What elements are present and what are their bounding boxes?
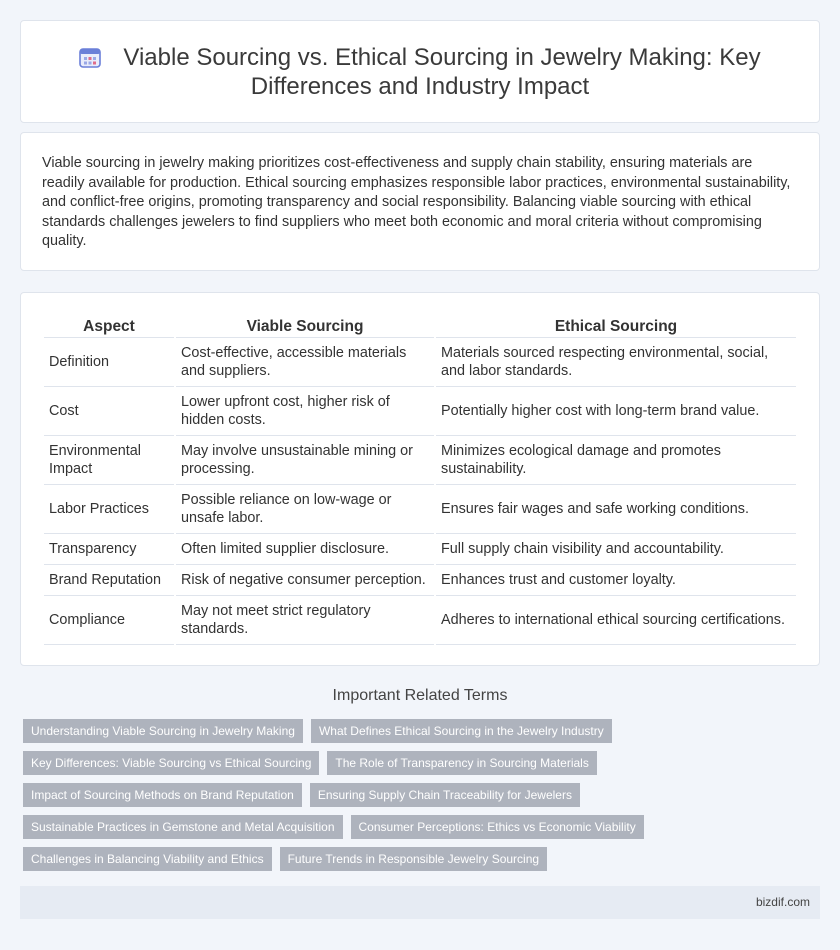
table-cell-ethical: Enhances trust and customer loyalty.	[436, 565, 796, 596]
table-cell-viable: Risk of negative consumer perception.	[176, 565, 434, 596]
related-tag[interactable]: Key Differences: Viable Sourcing vs Ethical Sourcing	[23, 751, 319, 775]
table-cell-viable: May not meet strict regulatory standards.	[176, 596, 434, 645]
table-cell-aspect: Brand Reputation	[44, 565, 174, 596]
related-tag[interactable]: Future Trends in Responsible Jewelry Sourcing	[280, 847, 547, 871]
related-tag[interactable]: Consumer Perceptions: Ethics vs Economic Viability	[351, 815, 644, 839]
table-cell-viable: May involve unsustainable mining or processing.	[176, 436, 434, 485]
table-cell-aspect: Transparency	[44, 534, 174, 565]
table-cell-ethical: Full supply chain visibility and accountability.	[436, 534, 796, 565]
table-cell-viable: Often limited supplier disclosure.	[176, 534, 434, 565]
related-tag[interactable]: Challenges in Balancing Viability and Ethics	[23, 847, 272, 871]
footer	[20, 886, 820, 919]
table-cell-ethical: Materials sourced respecting environmental, social, and labor standards.	[436, 338, 796, 387]
comparison-card	[20, 292, 820, 666]
comparison-table	[42, 317, 798, 645]
table-row	[44, 436, 796, 485]
related-tags-row	[23, 847, 547, 871]
column-header-viable: Viable Sourcing	[176, 317, 434, 338]
title-wrap	[21, 43, 819, 101]
related-tags-row	[23, 719, 612, 743]
table-header-row	[44, 317, 796, 338]
table-row	[44, 485, 796, 534]
table-row	[44, 596, 796, 645]
related-tag[interactable]: Sustainable Practices in Gemstone and Metal Acquisition	[23, 815, 343, 839]
table-cell-ethical: Minimizes ecological damage and promotes sustainability.	[436, 436, 796, 485]
column-header-aspect: Aspect	[44, 317, 174, 338]
page-title: Viable Sourcing vs. Ethical Sourcing in Jewelry Making: Key Differences and Industry Impact	[123, 44, 761, 100]
related-tag[interactable]: Understanding Viable Sourcing in Jewelry Making	[23, 719, 303, 743]
table-row	[44, 565, 796, 596]
table-cell-viable: Lower upfront cost, higher risk of hidden costs.	[176, 387, 434, 436]
table-row	[44, 387, 796, 436]
related-tag[interactable]: What Defines Ethical Sourcing in the Jewelry Industry	[311, 719, 612, 743]
intro-card	[20, 132, 820, 271]
related-tag[interactable]: Ensuring Supply Chain Traceability for Jewelers	[310, 783, 580, 807]
footer-site-link[interactable]: bizdif.com	[755, 895, 810, 909]
column-header-ethical: Ethical Sourcing	[436, 317, 796, 338]
related-tags-row	[23, 815, 644, 839]
intro-paragraph: Viable sourcing in jewelry making prioritizes cost-effectiveness and supply chain stability, ensuring materials are readily available for production. Ethical sourcing emphasizes responsible labor practices, environmental sustainability, and conflict-free origins, promoting transparency and social responsibility. Balancing viable sourcing with ethical standards challenges jewelers to find suppliers who meet both economic and moral criteria without compromising quality.	[42, 155, 791, 250]
table-cell-aspect: Labor Practices	[44, 485, 174, 534]
table-cell-viable: Possible reliance on low-wage or unsafe labor.	[176, 485, 434, 534]
table-row	[44, 534, 796, 565]
table-cell-ethical: Adheres to international ethical sourcing certifications.	[436, 596, 796, 645]
calendar-icon	[79, 46, 101, 68]
related-tag[interactable]: Impact of Sourcing Methods on Brand Reputation	[23, 783, 302, 807]
related-terms-heading: Important Related Terms	[332, 687, 508, 704]
table-cell-aspect: Definition	[44, 338, 174, 387]
title-card	[20, 20, 820, 123]
table-cell-ethical: Ensures fair wages and safe working conditions.	[436, 485, 796, 534]
related-tags-row	[23, 751, 597, 775]
table-cell-ethical: Potentially higher cost with long-term brand value.	[436, 387, 796, 436]
table-cell-aspect: Compliance	[44, 596, 174, 645]
table-cell-aspect: Cost	[44, 387, 174, 436]
table-cell-aspect: Environmental Impact	[44, 436, 174, 485]
table-cell-viable: Cost-effective, accessible materials and suppliers.	[176, 338, 434, 387]
table-row	[44, 338, 796, 387]
related-tags-row	[23, 783, 580, 807]
related-tag[interactable]: The Role of Transparency in Sourcing Materials	[327, 751, 596, 775]
